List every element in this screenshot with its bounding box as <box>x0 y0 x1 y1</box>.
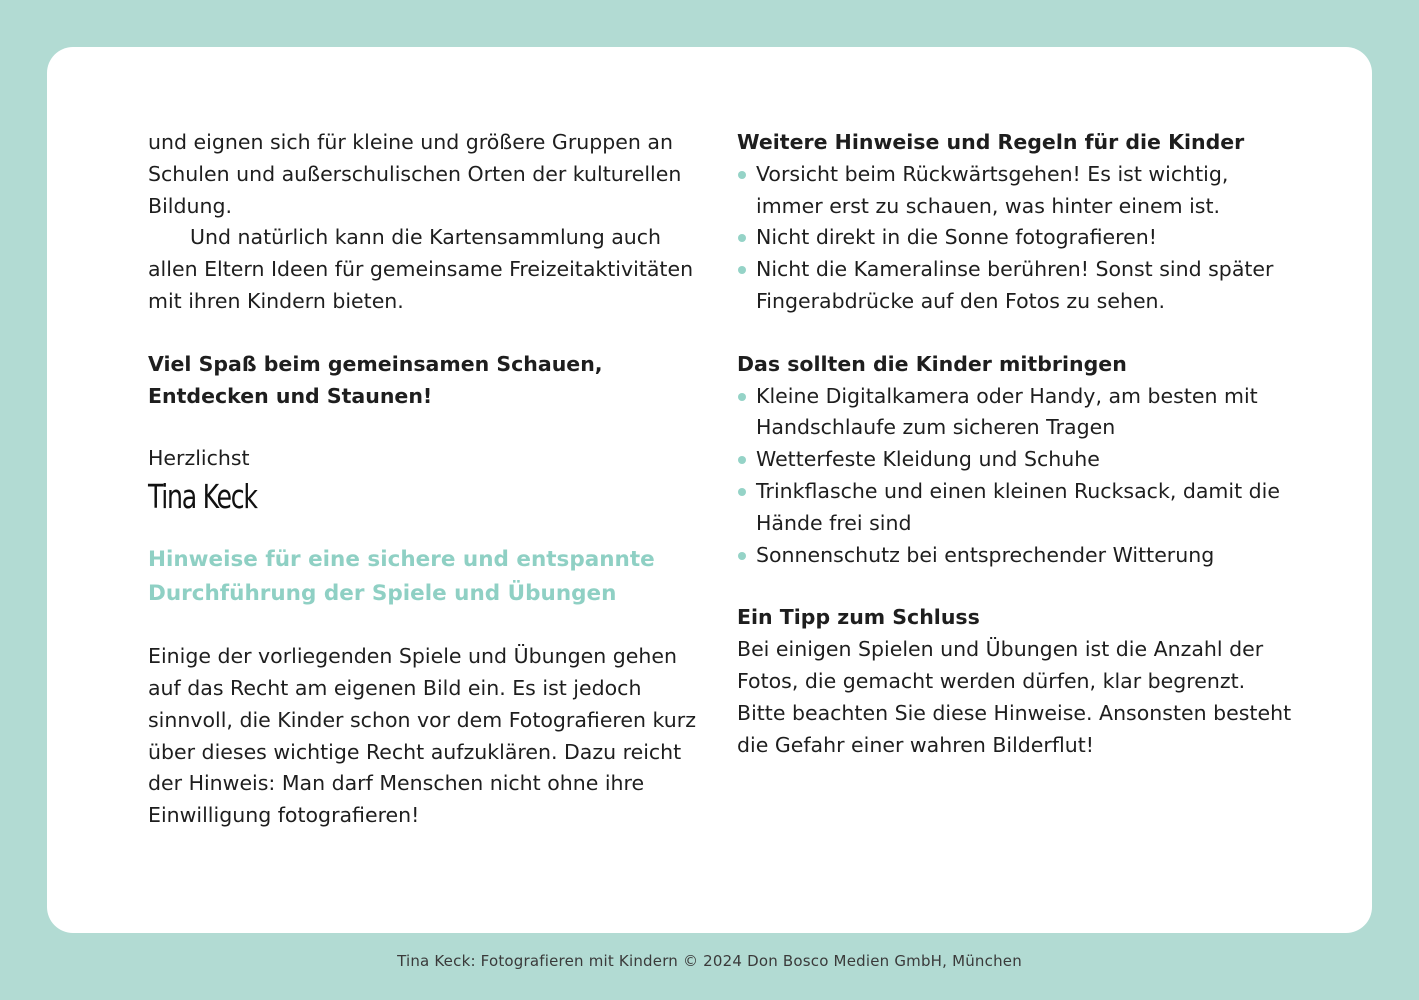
right-column <box>737 127 1297 761</box>
rules-list <box>737 159 1297 318</box>
section-paragraph: Einige der vorliegenden Spiele und Übungen gehen auf das Recht am eigenen Bild ein. Es ist jedoch sinnvoll, die Kinder schon vor dem Fotografieren kurz über dieses wichtige Recht aufzuklären. Dazu reicht der Hinweis: Man darf Menschen nicht ohne ihre Einwilligung fotografieren! <box>148 644 696 828</box>
closing-wish-line-2: Entdecken und Staunen! <box>148 383 433 408</box>
intro-paragraph-parents: Und natürlich kann die Kartensammlung auch allen Eltern Ideen für gemeinsame Freizeitaktivitäten mit ihren Kindern bieten. <box>148 225 694 313</box>
left-column <box>148 127 708 832</box>
list-item: Vorsicht beim Rückwärtsgehen! Es ist wichtig, immer erst zu schauen, was hinter einem ist. <box>737 159 1297 223</box>
bring-list <box>737 381 1297 572</box>
list-item: Nicht die Kameralinse berühren! Sonst sind später Fingerabdrücke auf den Fotos zu sehen. <box>737 254 1297 318</box>
list-item: Kleine Digitalkamera oder Handy, am besten mit Handschlaufe zum sicheren Tragen <box>737 381 1297 445</box>
bring-heading: Das sollten die Kinder mitbringen <box>737 351 1127 376</box>
list-item: Wetterfeste Kleidung und Schuhe <box>737 444 1297 476</box>
greeting: Herzlichst <box>148 446 250 471</box>
author-signature: Tina Keck <box>148 477 257 517</box>
closing-wish-line-1: Viel Spaß beim gemeinsamen Schauen, <box>148 351 603 376</box>
list-item: Nicht direkt in die Sonne fotografieren! <box>737 222 1297 254</box>
list-item: Sonnenschutz bei entsprechender Witterung <box>737 540 1297 572</box>
list-item: Trinkflasche und einen kleinen Rucksack, damit die Hände frei sind <box>737 476 1297 540</box>
tip-paragraph: Bei einigen Spielen und Übungen ist die Anzahl der Fotos, die gemacht werden dürfen, klar begrenzt. Bitte beachten Sie diese Hinweise. Ansonsten besteht die Gefahr einer wahren Bilderflut! <box>737 637 1292 757</box>
intro-paragraph: und eignen sich für kleine und größere Gruppen an Schulen und außerschulischen Orten der kulturellen Bildung. <box>148 130 682 218</box>
tip-heading: Ein Tipp zum Schluss <box>737 605 980 630</box>
section-heading-line-2: Durchführung der Spiele und Übungen <box>148 581 617 607</box>
section-heading-line-1: Hinweise für eine sichere und entspannte <box>148 547 655 573</box>
rules-heading: Weitere Hinweise und Regeln für die Kinder <box>737 130 1245 154</box>
copyright-footer: Tina Keck: Fotografieren mit Kindern © 2024 Don Bosco Medien GmbH, München <box>397 952 1022 970</box>
